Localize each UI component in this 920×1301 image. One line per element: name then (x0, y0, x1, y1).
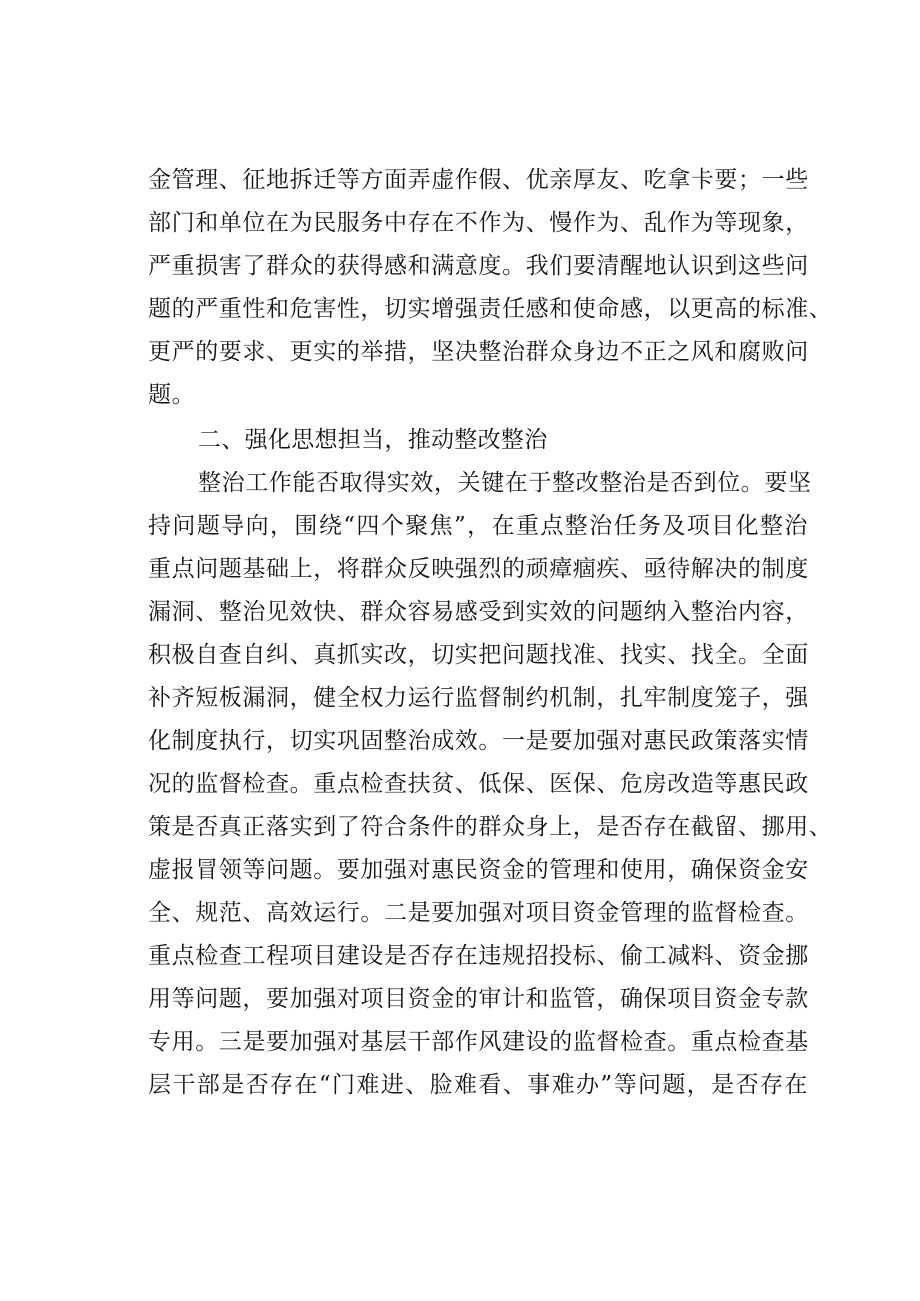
paragraph-2-line-15: 层干部是否存在“门难进、脸难看、事难办”等问题，是否存在 (148, 1072, 808, 1098)
paragraph-2-line-2: 持问题导向，围绕“四个聚焦”，在重点整治任务及项目化整治 (148, 513, 808, 539)
paragraph-2-line-9: 策是否真正落实到了符合条件的群众身上，是否存在截留、挪用、 (148, 814, 833, 840)
paragraph-2-line-11: 全、规范、高效运行。二是要加强对项目资金管理的监督检查。 (148, 900, 809, 926)
paragraph-2-line-5: 积极自查自纠、真抓实改，切实把问题找准、找实、找全。全面 (148, 642, 809, 668)
paragraph-2-line-6: 补齐短板漏洞，健全权力运行监督制约机制，扎牢制度笼子，强 (148, 685, 809, 711)
paragraph-1-line-2: 部门和单位在为民服务中存在不作为、慢作为、乱作为等现象， (148, 210, 809, 236)
paragraph-2-line-8: 况的监督检查。重点检查扶贫、低保、医保、危房改造等惠民政 (148, 771, 809, 797)
paragraph-2-line-10: 虚报冒领等问题。要加强对惠民资金的管理和使用，确保资金安 (148, 857, 809, 883)
paragraph-2-line-4: 漏洞、整治见效快、群众容易感受到实效的问题纳入整治内容， (148, 599, 809, 625)
paragraph-2-line-3: 重点问题基础上，将群众反映强烈的顽瘴痼疾、亟待解决的制度 (148, 556, 809, 582)
paragraph-1-line-3: 严重损害了群众的获得感和满意度。我们要清醒地认识到这些问 (148, 253, 809, 279)
paragraph-2-line-12: 重点检查工程项目建设是否存在违规招投标、偷工减料、资金挪 (148, 943, 809, 969)
paragraph-1-line-1: 金管理、征地拆迁等方面弄虚作假、优亲厚友、吃拿卡要；一些 (148, 167, 809, 193)
paragraph-1-line-6: 题。 (148, 382, 196, 408)
paragraph-2-line-7: 化制度执行，切实巩固整治成效。一是要加强对惠民政策落实情 (148, 728, 809, 754)
paragraph-2-line-14: 专用。三是要加强对基层干部作风建设的监督检查。重点检查基 (148, 1029, 809, 1055)
section-heading: 二、强化思想担当，推动整改整治 (198, 427, 548, 453)
paragraph-2-line-13: 用等问题，要加强对项目资金的审计和监管，确保项目资金专款 (148, 986, 809, 1012)
paragraph-1-line-4: 题的严重性和危害性，切实增强责任感和使命感，以更高的标准、 (148, 296, 833, 322)
paragraph-2-line-1: 整治工作能否取得实效，关键在于整改整治是否到位。要坚 (198, 470, 812, 496)
paragraph-1-line-5: 更严的要求、更实的举措，坚决整治群众身边不正之风和腐败问 (148, 339, 809, 365)
